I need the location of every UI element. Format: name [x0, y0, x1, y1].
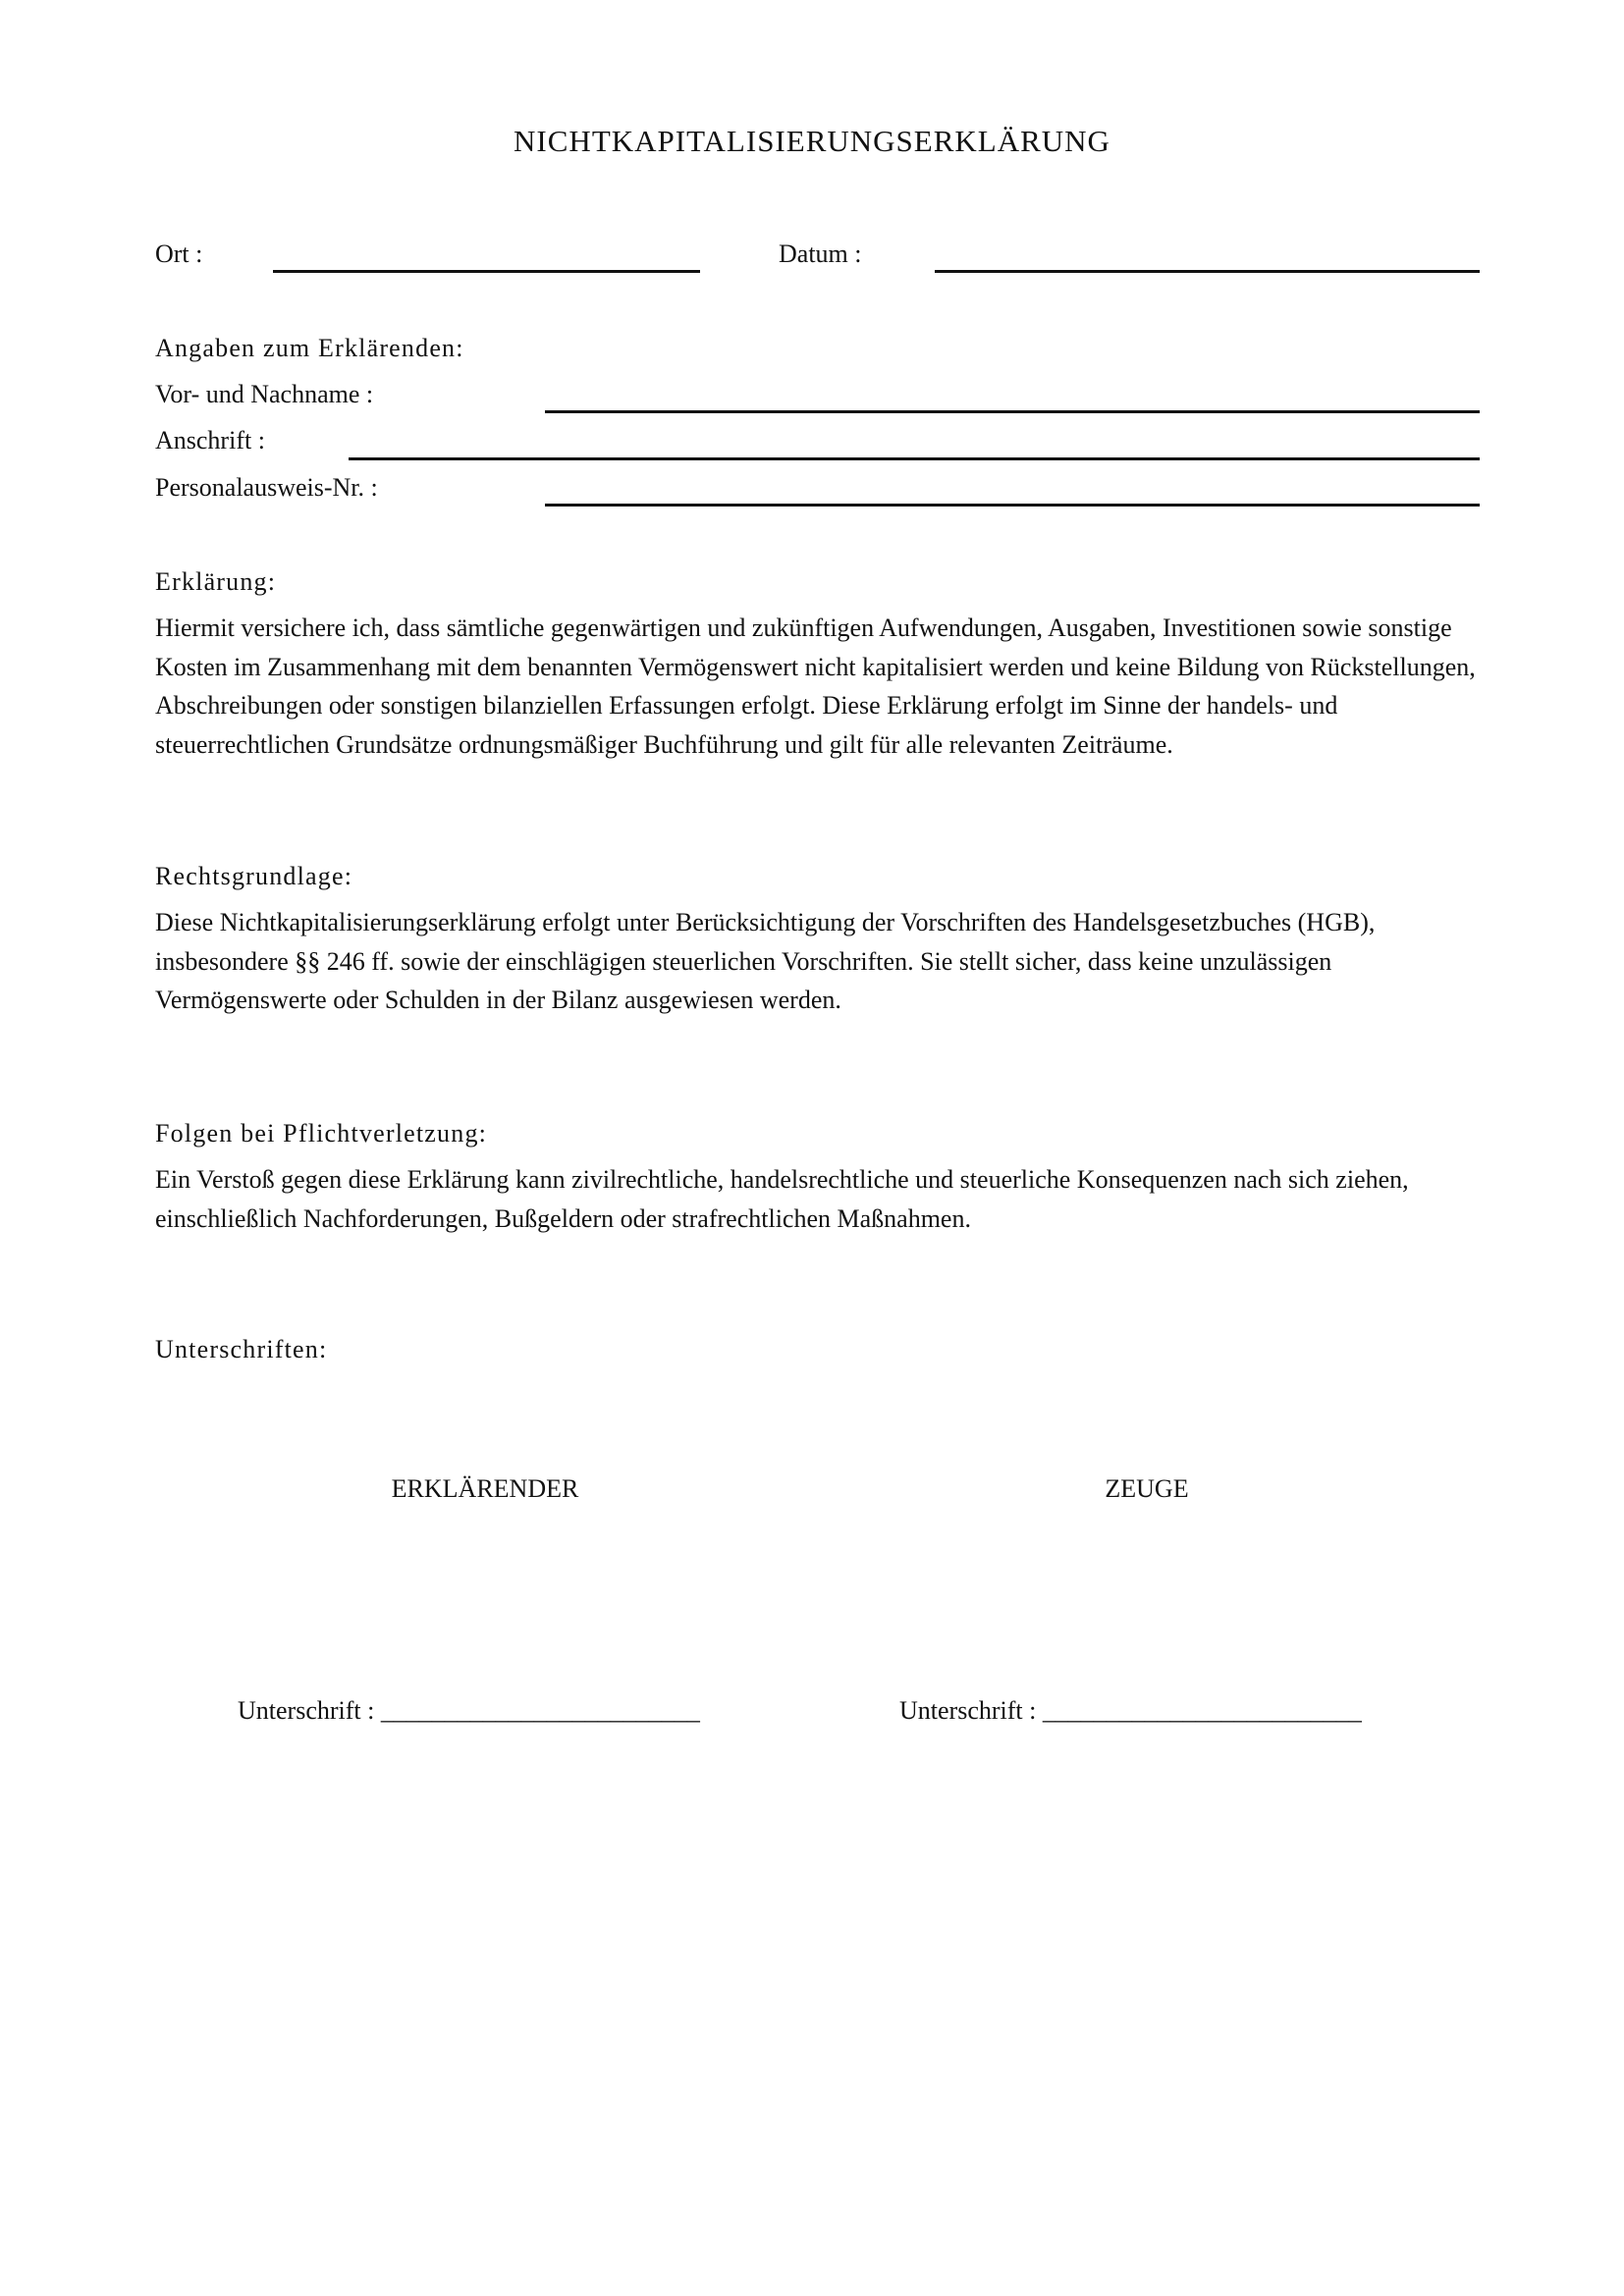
document-title: NICHTKAPITALISIERUNGSERKLÄRUNG: [514, 124, 1110, 158]
id-number-field[interactable]: [545, 504, 1480, 507]
datum-field[interactable]: [935, 270, 1480, 273]
declarant-heading: Angaben zum Erklärenden:: [155, 334, 464, 362]
declaration-text: Hiermit versichere ich, dass sämtliche gegenwärtigen und zukünftigen Aufwendungen, Ausgaben, Investitionen sowie sonstige Kosten im Zusammenhang mit dem benannten Vermögenswert nicht kapitalisiert werden und keine Bildung von Rückstellungen, Abschreibungen oder sonstigen bilanziellen Erfassungen erfolgt. Diese Erklärung erfolgt im Sinne der handels- und steuerrechtlichen Grundsätze ordnungsmäßiger Buchführung und gilt für alle relevanten Zeiträume.: [155, 614, 1476, 759]
address-field[interactable]: [349, 457, 1480, 460]
declarant-signature-line[interactable]: Unterschrift : _________________________: [238, 1696, 700, 1725]
declaration-heading: Erklärung:: [155, 567, 277, 596]
witness-signature-title: ZEUGE: [1105, 1474, 1189, 1503]
address-label: Anschrift :: [155, 426, 265, 454]
ort-label: Ort :: [155, 240, 203, 268]
declarant-signature-title: ERKLÄRENDER: [391, 1474, 579, 1503]
signatures-heading: Unterschriften:: [155, 1335, 328, 1363]
witness-signature-line[interactable]: Unterschrift : _________________________: [899, 1696, 1362, 1725]
legal-basis-heading: Rechtsgrundlage:: [155, 862, 353, 890]
consequences-text: Ein Verstoß gegen diese Erklärung kann zivilrechtliche, handelsrechtliche und steuerliche Konsequenzen nach sich ziehen, einschließlich Nachforderungen, Bußgeldern oder strafrechtlichen Maßnahmen.: [155, 1165, 1409, 1233]
name-field[interactable]: [545, 410, 1480, 413]
legal-basis-text: Diese Nichtkapitalisierungserklärung erfolgt unter Berücksichtigung der Vorschriften des Handelsgesetzbuches (HGB), insbesondere §§ 246 ff. sowie der einschlägigen steuerlichen Vorschriften. Sie stellt sicher, dass keine unzulässigen Vermögenswerte oder Schulden in der Bilanz ausgewiesen werden.: [155, 908, 1376, 1014]
consequences-heading: Folgen bei Pflichtverletzung:: [155, 1119, 488, 1148]
id-label: Personalausweis-Nr. :: [155, 473, 378, 502]
name-label: Vor- und Nachname :: [155, 380, 374, 408]
ort-field[interactable]: [273, 270, 700, 273]
datum-label: Datum :: [779, 240, 862, 268]
